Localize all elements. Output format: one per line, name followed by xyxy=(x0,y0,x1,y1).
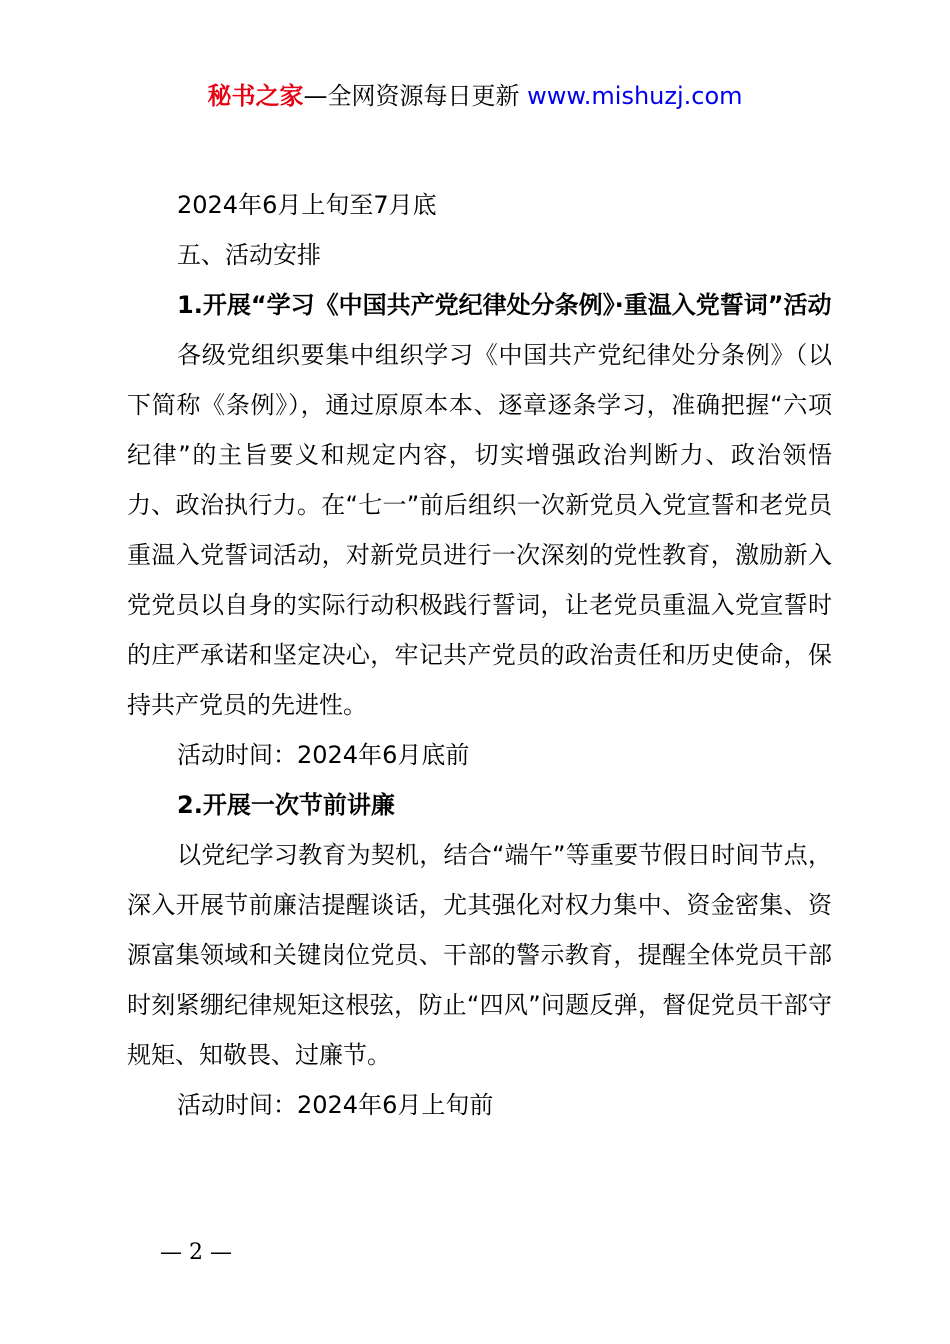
site-url-link[interactable]: www.mishuzj.com xyxy=(527,82,743,110)
document-body xyxy=(127,180,832,1130)
item-body-1: 各级党组织要集中组织学习《中国共产党纪律处分条例》（以下简称《条例》），通过原原本本、逐章逐条学习，准确把握“六项纪律”的主旨要义和规定内容，切实增强政治判断力、政治领悟力、政治执行力。在“七一”前后组织一次新党员入党宣誓和老党员重温入党誓词活动，对新党员进行一次深刻的党性教育，激励新入党党员以自身的实际行动积极践行誓词，让老党员重温入党宣誓时的庄严承诺和坚定决心，牢记共产党员的政治责任和历史使命，保持共产党员的先进性。 xyxy=(127,341,832,719)
item-heading-1: 1.开展“学习《中国共产党纪律处分条例》·重温入党誓词”活动 xyxy=(177,291,832,319)
paragraph-date-range: 2024年6月上旬至7月底 xyxy=(177,191,437,219)
site-brand: 秘书之家 xyxy=(207,82,304,110)
site-tagline: —全网资源每日更新 xyxy=(303,82,520,110)
item-heading-2: 2.开展一次节前讲廉 xyxy=(177,791,395,819)
site-header xyxy=(0,82,950,110)
item-body-2: 以党纪学习教育为契机，结合“端午”等重要节假日时间节点，深入开展节前廉洁提醒谈话，尤其强化对权力集中、资金密集、资源富集领域和关键岗位党员、干部的警示教育，提醒全体党员干部时刻紧绷纪律规矩这根弦，防止“四风”问题反弹，督促党员干部守规矩、知敬畏、过廉节。 xyxy=(127,841,832,1069)
page-number: — 2 — xyxy=(160,1240,232,1265)
item-time-1: 活动时间：2024年6月底前 xyxy=(177,741,470,769)
item-time-2: 活动时间：2024年6月上旬前 xyxy=(177,1091,494,1119)
section-heading: 五、活动安排 xyxy=(177,241,321,269)
